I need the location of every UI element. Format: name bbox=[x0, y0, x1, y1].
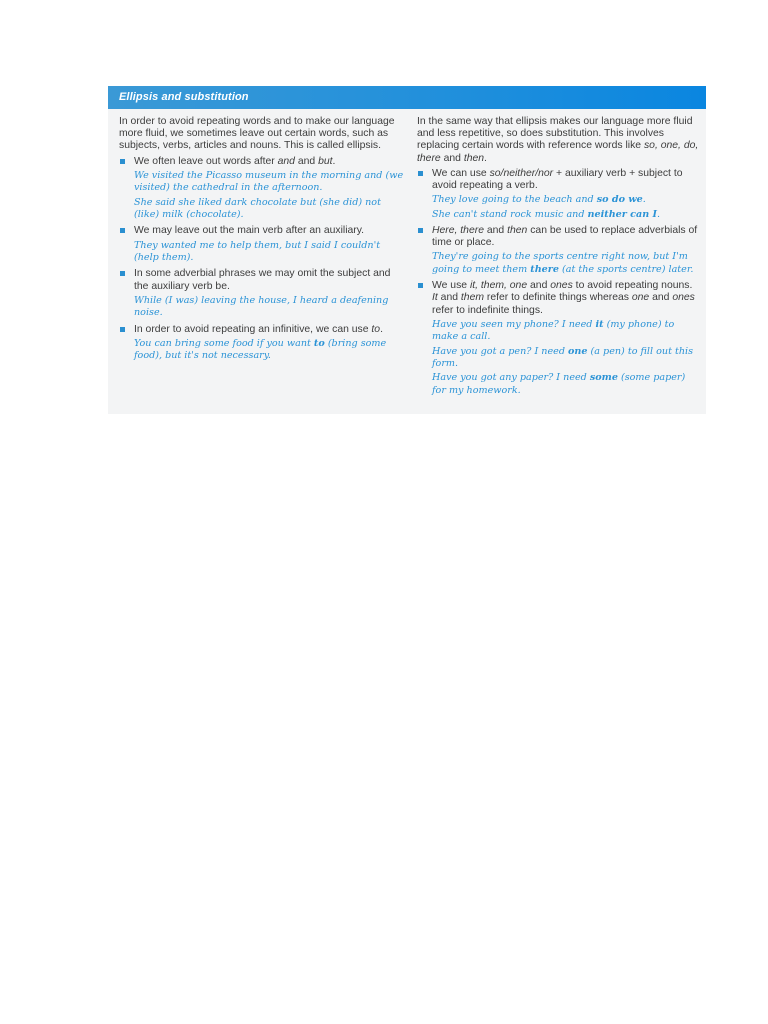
rule-text: We can use so/neither/nor + auxiliary verb + subject to avoid repeating a verb. bbox=[432, 167, 683, 192]
rule-item bbox=[119, 156, 405, 222]
example-text: We visited the Picasso museum in the morning and (we visited) the cathedral in the afternoon. bbox=[134, 169, 404, 194]
example-text: While (I was) leaving the house, I heard a deafening noise. bbox=[134, 294, 389, 319]
example-text: They love going to the beach and so do we. bbox=[432, 194, 646, 206]
rule-text: Here, there and then can be used to replace adverbials of time or place. bbox=[432, 225, 698, 249]
example-text: Have you got any paper? I need some (some paper) for my homework. bbox=[432, 372, 686, 396]
example-text: Have you got a pen? I need one (a pen) to fill out this form. bbox=[432, 345, 694, 370]
rule-text: We may leave out the main verb after an auxiliary. bbox=[134, 225, 365, 237]
rule-item bbox=[119, 268, 405, 319]
rule-text: In order to avoid repeating an infinitive, we can use to. bbox=[134, 323, 383, 335]
right-column bbox=[417, 116, 701, 401]
box-title: Ellipsis and substitution bbox=[119, 91, 249, 103]
square-bullet-icon bbox=[120, 271, 125, 276]
example-text: They wanted me to help them, but I said I couldn't (help them). bbox=[134, 239, 381, 264]
square-bullet-icon bbox=[120, 159, 125, 164]
square-bullet-icon bbox=[418, 283, 423, 288]
rule-text: We often leave out words after and and but. bbox=[134, 155, 336, 167]
box-title-bar bbox=[108, 86, 706, 109]
ellipsis-intro: In order to avoid repeating words and to make our language more fluid, we sometimes leave out certain words, such as subjects, verbs, articles and nouns. This is called ellipsis. bbox=[119, 116, 395, 152]
example-text: They're going to the sports centre right now, but I'm going to meet them there (at the sports centre) later. bbox=[432, 251, 694, 275]
example-text: You can bring some food if you want to (bring some food), but it's not necessary. bbox=[134, 337, 387, 362]
example-text: She can't stand rock music and neither can I. bbox=[432, 208, 661, 220]
example-text: Have you seen my phone? I need it (my phone) to make a call. bbox=[432, 318, 675, 343]
substitution-intro: In the same way that ellipsis makes our language more fluid and less repetitive, so does substitution. This involves replacing certain words with reference words like so, one, do, there and then. bbox=[417, 116, 699, 164]
rule-item bbox=[417, 168, 701, 221]
rule-item bbox=[417, 280, 701, 397]
square-bullet-icon bbox=[418, 228, 423, 233]
example-text: She said she liked dark chocolate but (she did) not (like) milk (chocolate). bbox=[134, 196, 381, 221]
square-bullet-icon bbox=[120, 327, 125, 332]
square-bullet-icon bbox=[120, 228, 125, 233]
square-bullet-icon bbox=[418, 171, 423, 176]
rule-item bbox=[417, 225, 701, 276]
rule-text: In some adverbial phrases we may omit the subject and the auxiliary verb be. bbox=[134, 268, 391, 292]
rule-item bbox=[119, 225, 405, 264]
rule-item bbox=[119, 324, 405, 363]
grammar-box bbox=[108, 86, 706, 414]
rule-text: We use it, them, one and ones to avoid repeating nouns. It and them refer to definite things whereas one and ones refer to indefinite things. bbox=[432, 280, 695, 316]
left-column bbox=[119, 116, 405, 367]
